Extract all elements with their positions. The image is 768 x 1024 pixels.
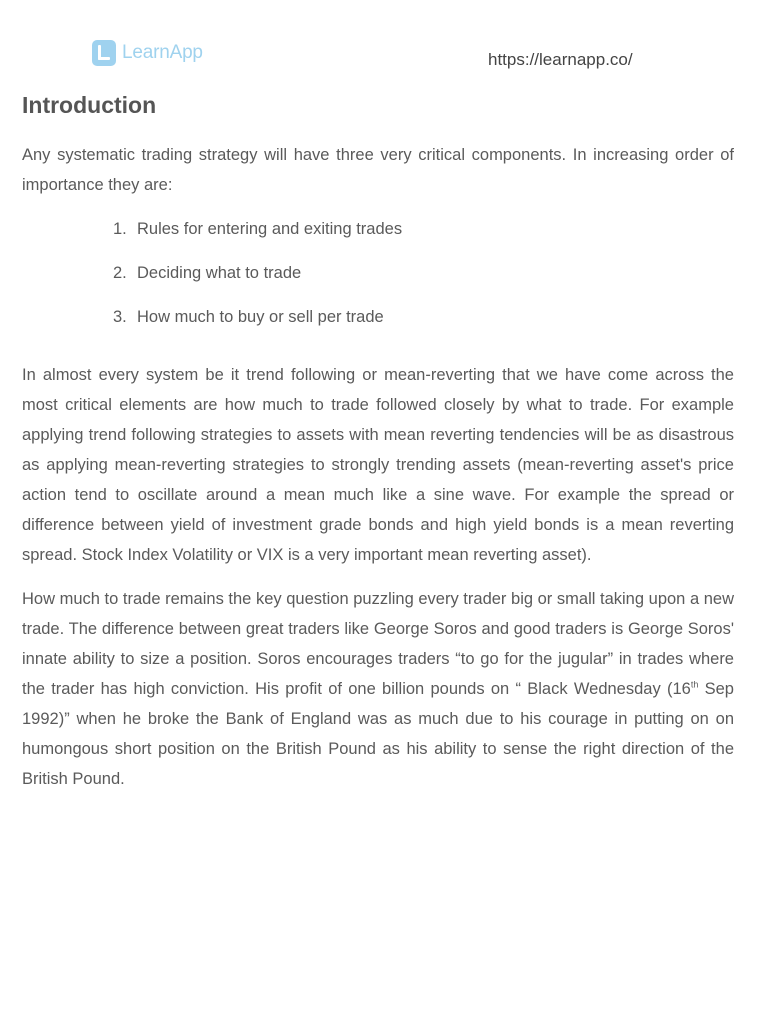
page-header: [0, 0, 768, 80]
list-item-text: Rules for entering and exiting trades: [137, 220, 403, 238]
paragraph-2-part-1: How much to trade remains the key question puzzling every trader big or small taking upon a new trade. The difference between great traders like George Soros and good traders is George Soros' innate ability to size a position. Soros encourages traders “to go for the jugular” in trades where the trader has high conviction. His profit of one billion pounds on “ Black Wednesday (16: [22, 590, 734, 698]
header-url-link[interactable]: https://learnapp.co/: [488, 50, 633, 69]
body-paragraph-2: [22, 584, 734, 794]
list-item-number: 2.: [113, 264, 127, 282]
list-item: [113, 302, 734, 346]
list-item-number: 1.: [113, 220, 127, 238]
list-item: [113, 214, 734, 258]
body-paragraph-1: In almost every system be it trend following or mean-reverting that we have come across the most critical elements are how much to trade followed closely by what to trade. For example applying trend following strategies to assets with mean reverting tendencies will be as disastrous as applying mean-reverting strategies to strongly trending assets (mean-reverting asset's price action tend to oscillate around a mean much like a sine wave. For example the spread or difference between yield of investment grade bonds and high yield bonds is a mean reverting spread. Stock Index Volatility or VIX is a very important mean reverting asset).: [22, 366, 734, 564]
paragraph-2-part-2: Sep 1992)” when he broke the Bank of England was as much due to his courage in putting on on humongous short position on the British Pound as his ability to sense the right direction of the British Pound.: [22, 680, 734, 788]
superscript-th: th: [690, 679, 699, 690]
intro-paragraph: Any systematic trading strategy will have three very critical components. In increasing order of importance they are:: [22, 146, 734, 194]
page-title: Introduction: [22, 92, 157, 118]
list-item-number: 3.: [113, 308, 127, 326]
learnapp-logo[interactable]: [92, 40, 203, 66]
list-item: [113, 258, 734, 302]
list-item-text: Deciding what to trade: [137, 264, 302, 282]
learnapp-logo-icon: [92, 40, 116, 66]
logo-text: LearnApp: [122, 42, 203, 63]
components-list: [22, 214, 734, 346]
list-item-text: How much to buy or sell per trade: [137, 308, 384, 326]
document-body: [22, 140, 734, 808]
